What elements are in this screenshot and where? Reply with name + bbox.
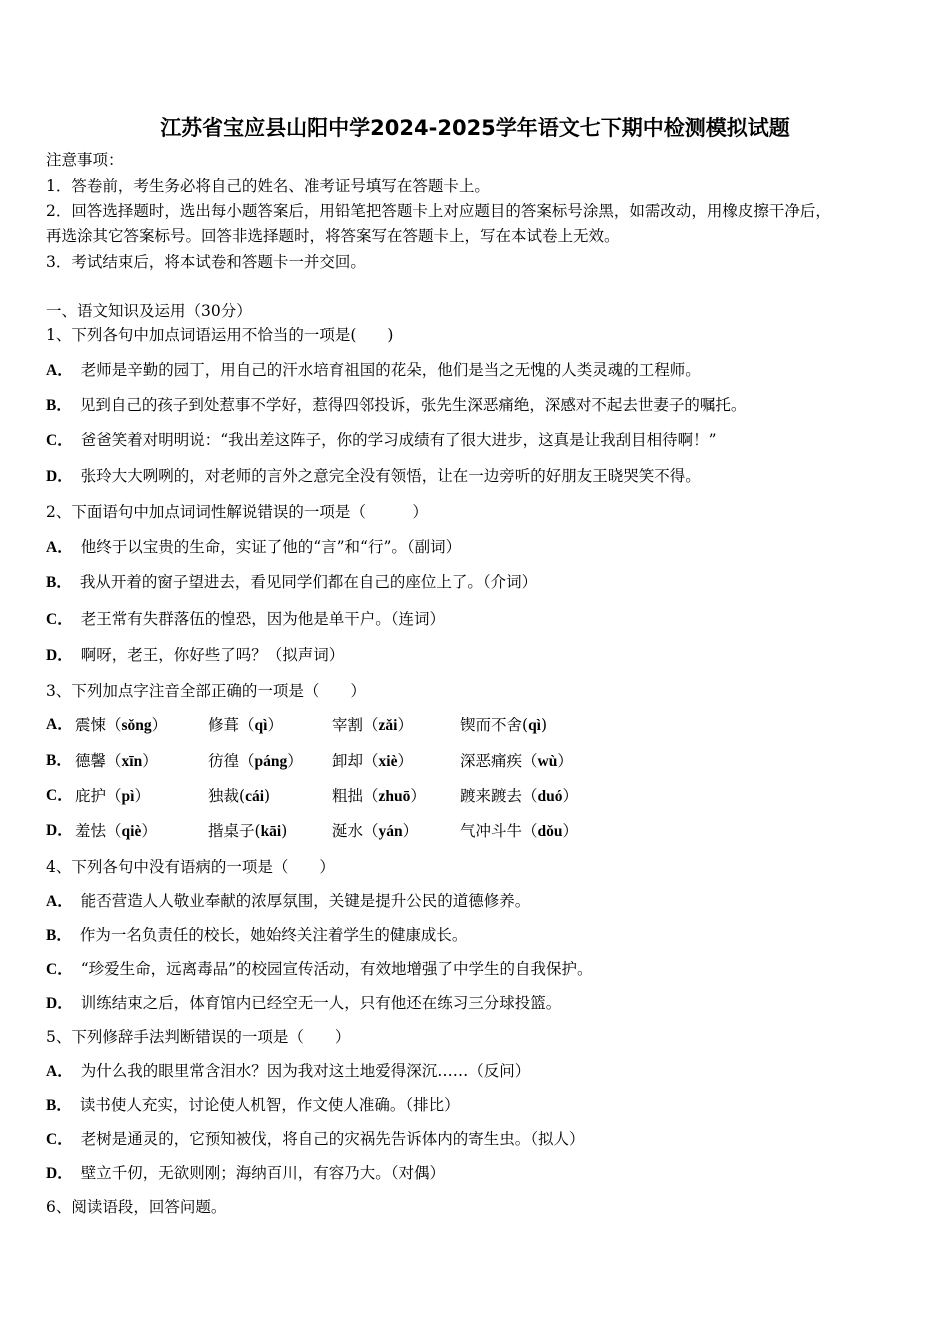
option-label: C． xyxy=(46,432,73,449)
bracket: ) xyxy=(264,787,271,805)
option-row xyxy=(46,466,701,487)
option-row xyxy=(46,645,344,666)
option-row xyxy=(46,395,746,416)
pinyin-item xyxy=(208,786,270,807)
bracket: ） xyxy=(397,716,413,734)
pinyin: kāi xyxy=(260,823,282,840)
option-label: A． xyxy=(46,362,73,379)
pinyin: qì xyxy=(528,717,541,734)
question-stem: 1、下列各句中加点词语运用不恰当的一项是( ) xyxy=(46,326,394,344)
option-row xyxy=(46,891,530,912)
word: 涎水（ xyxy=(332,822,379,840)
option-label: A． xyxy=(46,716,73,733)
bracket: ） xyxy=(142,752,158,770)
bracket: ） xyxy=(151,716,168,734)
bracket: ） xyxy=(397,752,413,770)
question-stem: 3、下列加点字注音全部正确的一项是（ ） xyxy=(46,682,366,700)
option-label: A． xyxy=(46,1063,73,1080)
option-label: B． xyxy=(46,927,72,944)
word: 宰割（ xyxy=(332,716,379,734)
pinyin: zǎi xyxy=(378,717,398,734)
pinyin-item xyxy=(460,821,578,842)
option-text: 能否营造人人敬业奉献的浓厚氛围，关键是提升公民的道德修养。 xyxy=(80,892,531,910)
pinyin-item xyxy=(332,715,413,736)
option-label: C． xyxy=(46,961,73,978)
option-row xyxy=(46,959,593,980)
option-text: 作为一名负责任的校长，她始终关注着学生的健康成长。 xyxy=(79,926,468,944)
option-label: D． xyxy=(46,1165,73,1182)
bracket: ） xyxy=(562,822,579,840)
pinyin-item xyxy=(460,751,573,772)
pinyin-item xyxy=(332,751,413,772)
pinyin-item xyxy=(332,786,426,807)
option-row xyxy=(46,1061,530,1082)
pinyin: páng xyxy=(254,753,288,770)
pinyin-item xyxy=(208,821,287,842)
bracket: ） xyxy=(402,822,419,840)
question-stem: 2、下面语句中加点词词性解说错误的一项是（ ） xyxy=(46,503,428,521)
pinyin-item xyxy=(332,821,418,842)
notice-item: 3．考试结束后，将本试卷和答题卡一并交回。 xyxy=(46,253,366,271)
notice-item: 1．答卷前，考生务必将自己的姓名、准考证号填写在答题卡上。 xyxy=(46,177,490,195)
bracket: ） xyxy=(410,787,426,805)
page-title: 江苏省宝应县山阳中学2024-2025学年语文七下期中检测模拟试题 xyxy=(160,116,790,140)
notice-heading: 注意事项： xyxy=(46,151,124,169)
option-text: 爸爸笑着对明明说：“我出差这阵子，你的学习成绩有了很大进步，这真是让我刮目相待啊！” xyxy=(80,431,717,449)
option-text: 张玲大大咧咧的，对老师的言外之意完全没有领悟，让在一边旁听的好朋友王晓哭笑不得。 xyxy=(80,467,701,485)
option-label: D． xyxy=(46,468,73,485)
pinyin-item xyxy=(208,751,303,772)
pinyin-item xyxy=(460,715,547,736)
bracket: ） xyxy=(557,752,573,770)
option-label: A． xyxy=(46,539,73,556)
pinyin: qì xyxy=(254,717,268,734)
option-row xyxy=(46,1129,584,1150)
bracket: ） xyxy=(267,716,283,734)
word: 德馨（ xyxy=(75,752,122,770)
section-heading: 一、语文知识及运用（30分） xyxy=(46,302,252,320)
bracket: ） xyxy=(141,822,157,840)
option-text: 我从开着的窗子望进去，看见同学们都在自己的座位上了。（介词） xyxy=(79,573,538,591)
pinyin: qiè xyxy=(121,823,142,840)
word: 彷徨（ xyxy=(208,752,255,770)
word: 深恶痛疾（ xyxy=(460,752,538,770)
option-text: 他终于以宝贵的生命，实证了他的“言”和“行”。（副词） xyxy=(80,538,462,556)
option-text: 啊呀，老王，你好些了吗？（拟声词） xyxy=(80,646,345,664)
option-label: D． xyxy=(46,995,73,1012)
word: 踱来踱去（ xyxy=(460,787,538,805)
option-label: C． xyxy=(46,1131,73,1148)
question-stem: 4、下列各句中没有语病的一项是（ ） xyxy=(46,858,335,876)
option-text: 老王常有失群落伍的惶恐，因为他是单干户。（连词） xyxy=(80,610,445,628)
pinyin: xīn xyxy=(121,753,143,770)
pinyin: zhuō xyxy=(378,788,411,805)
option-text: 壁立千仞，无欲则刚；海纳百川，有容乃大。（对偶） xyxy=(80,1164,445,1182)
word: 粗拙（ xyxy=(332,787,379,805)
option-label: B． xyxy=(46,574,72,591)
notice-item: 再选涂其它答案标号。回答非选择题时，将答案写在答题卡上，写在本试卷上无效。 xyxy=(46,227,620,245)
option-label: C． xyxy=(46,787,73,804)
word: 羞怯（ xyxy=(75,822,122,840)
pinyin: duó xyxy=(537,788,563,805)
word: 气冲斗牛（ xyxy=(460,822,538,840)
word: 锲而不舍( xyxy=(460,716,529,734)
pinyin: cái xyxy=(245,788,264,805)
pinyin: dǒu xyxy=(537,823,563,840)
pinyin-item xyxy=(75,751,158,772)
option-row xyxy=(46,572,537,593)
option-row xyxy=(46,1163,445,1184)
option-label: A． xyxy=(46,893,73,910)
option-text: 读书使人充实，讨论使人机智，作文使人准确。（排比） xyxy=(79,1096,460,1114)
option-row xyxy=(46,1095,460,1116)
word: 修葺（ xyxy=(208,716,255,734)
option-text: “珍爱生命，远离毒品”的校园宣传活动，有效地增强了中学生的自我保护。 xyxy=(80,960,593,978)
option-row xyxy=(46,993,561,1014)
pinyin-item xyxy=(75,786,150,807)
pinyin: xiè xyxy=(378,753,398,770)
bracket: ） xyxy=(562,787,579,805)
option-text: 老师是辛勤的园丁，用自己的汗水培育祖国的花朵，他们是当之无愧的人类灵魂的工程师。 xyxy=(80,361,701,379)
option-label: B． xyxy=(46,397,72,414)
option-label: D． xyxy=(46,647,73,664)
option-row xyxy=(46,360,701,381)
pinyin: wù xyxy=(537,753,558,770)
bracket: ) xyxy=(281,822,288,840)
option-row xyxy=(46,430,717,451)
option-text: 老树是通灵的，它预知被伐，将自己的灾祸先告诉体内的寄生虫。（拟人） xyxy=(80,1130,585,1148)
pinyin-item xyxy=(75,715,167,736)
pinyin: yán xyxy=(378,823,403,840)
option-row xyxy=(46,609,445,630)
question-stem: 6、阅读语段，回答问题。 xyxy=(46,1198,227,1216)
option-label: D． xyxy=(46,822,73,839)
word: 庇护（ xyxy=(75,787,122,805)
bracket: ） xyxy=(287,752,303,770)
pinyin-item xyxy=(208,715,283,736)
pinyin-item xyxy=(460,786,578,807)
word: 独裁( xyxy=(208,787,246,805)
question-stem: 5、下列修辞手法判断错误的一项是（ ） xyxy=(46,1028,351,1046)
pinyin-item xyxy=(75,821,157,842)
word: 揩桌子( xyxy=(208,822,261,840)
bracket: ） xyxy=(134,787,150,805)
pinyin: sǒng xyxy=(121,717,152,734)
notice-item: 2．回答选择题时，选出每小题答案后，用铅笔把答题卡上对应题目的答案标号涂黑，如需改动，用橡皮擦干净后， xyxy=(46,202,831,220)
option-row xyxy=(46,537,461,558)
pinyin: pì xyxy=(121,788,135,805)
word: 卸却（ xyxy=(332,752,379,770)
option-text: 训练结束之后，体育馆内已经空无一人，只有他还在练习三分球投篮。 xyxy=(80,994,562,1012)
option-label: C． xyxy=(46,611,73,628)
option-label: B． xyxy=(46,752,72,769)
bracket: ) xyxy=(541,716,548,734)
option-text: 见到自己的孩子到处惹事不学好，惹得四邻投诉，张先生深恶痛绝，深感对不起去世妻子的嘱托。 xyxy=(79,396,747,414)
option-label: B． xyxy=(46,1097,72,1114)
option-row xyxy=(46,925,467,946)
word: 震悚（ xyxy=(75,716,122,734)
option-text: 为什么我的眼里常含泪水？因为我对这土地爱得深沉……（反问） xyxy=(80,1062,531,1080)
